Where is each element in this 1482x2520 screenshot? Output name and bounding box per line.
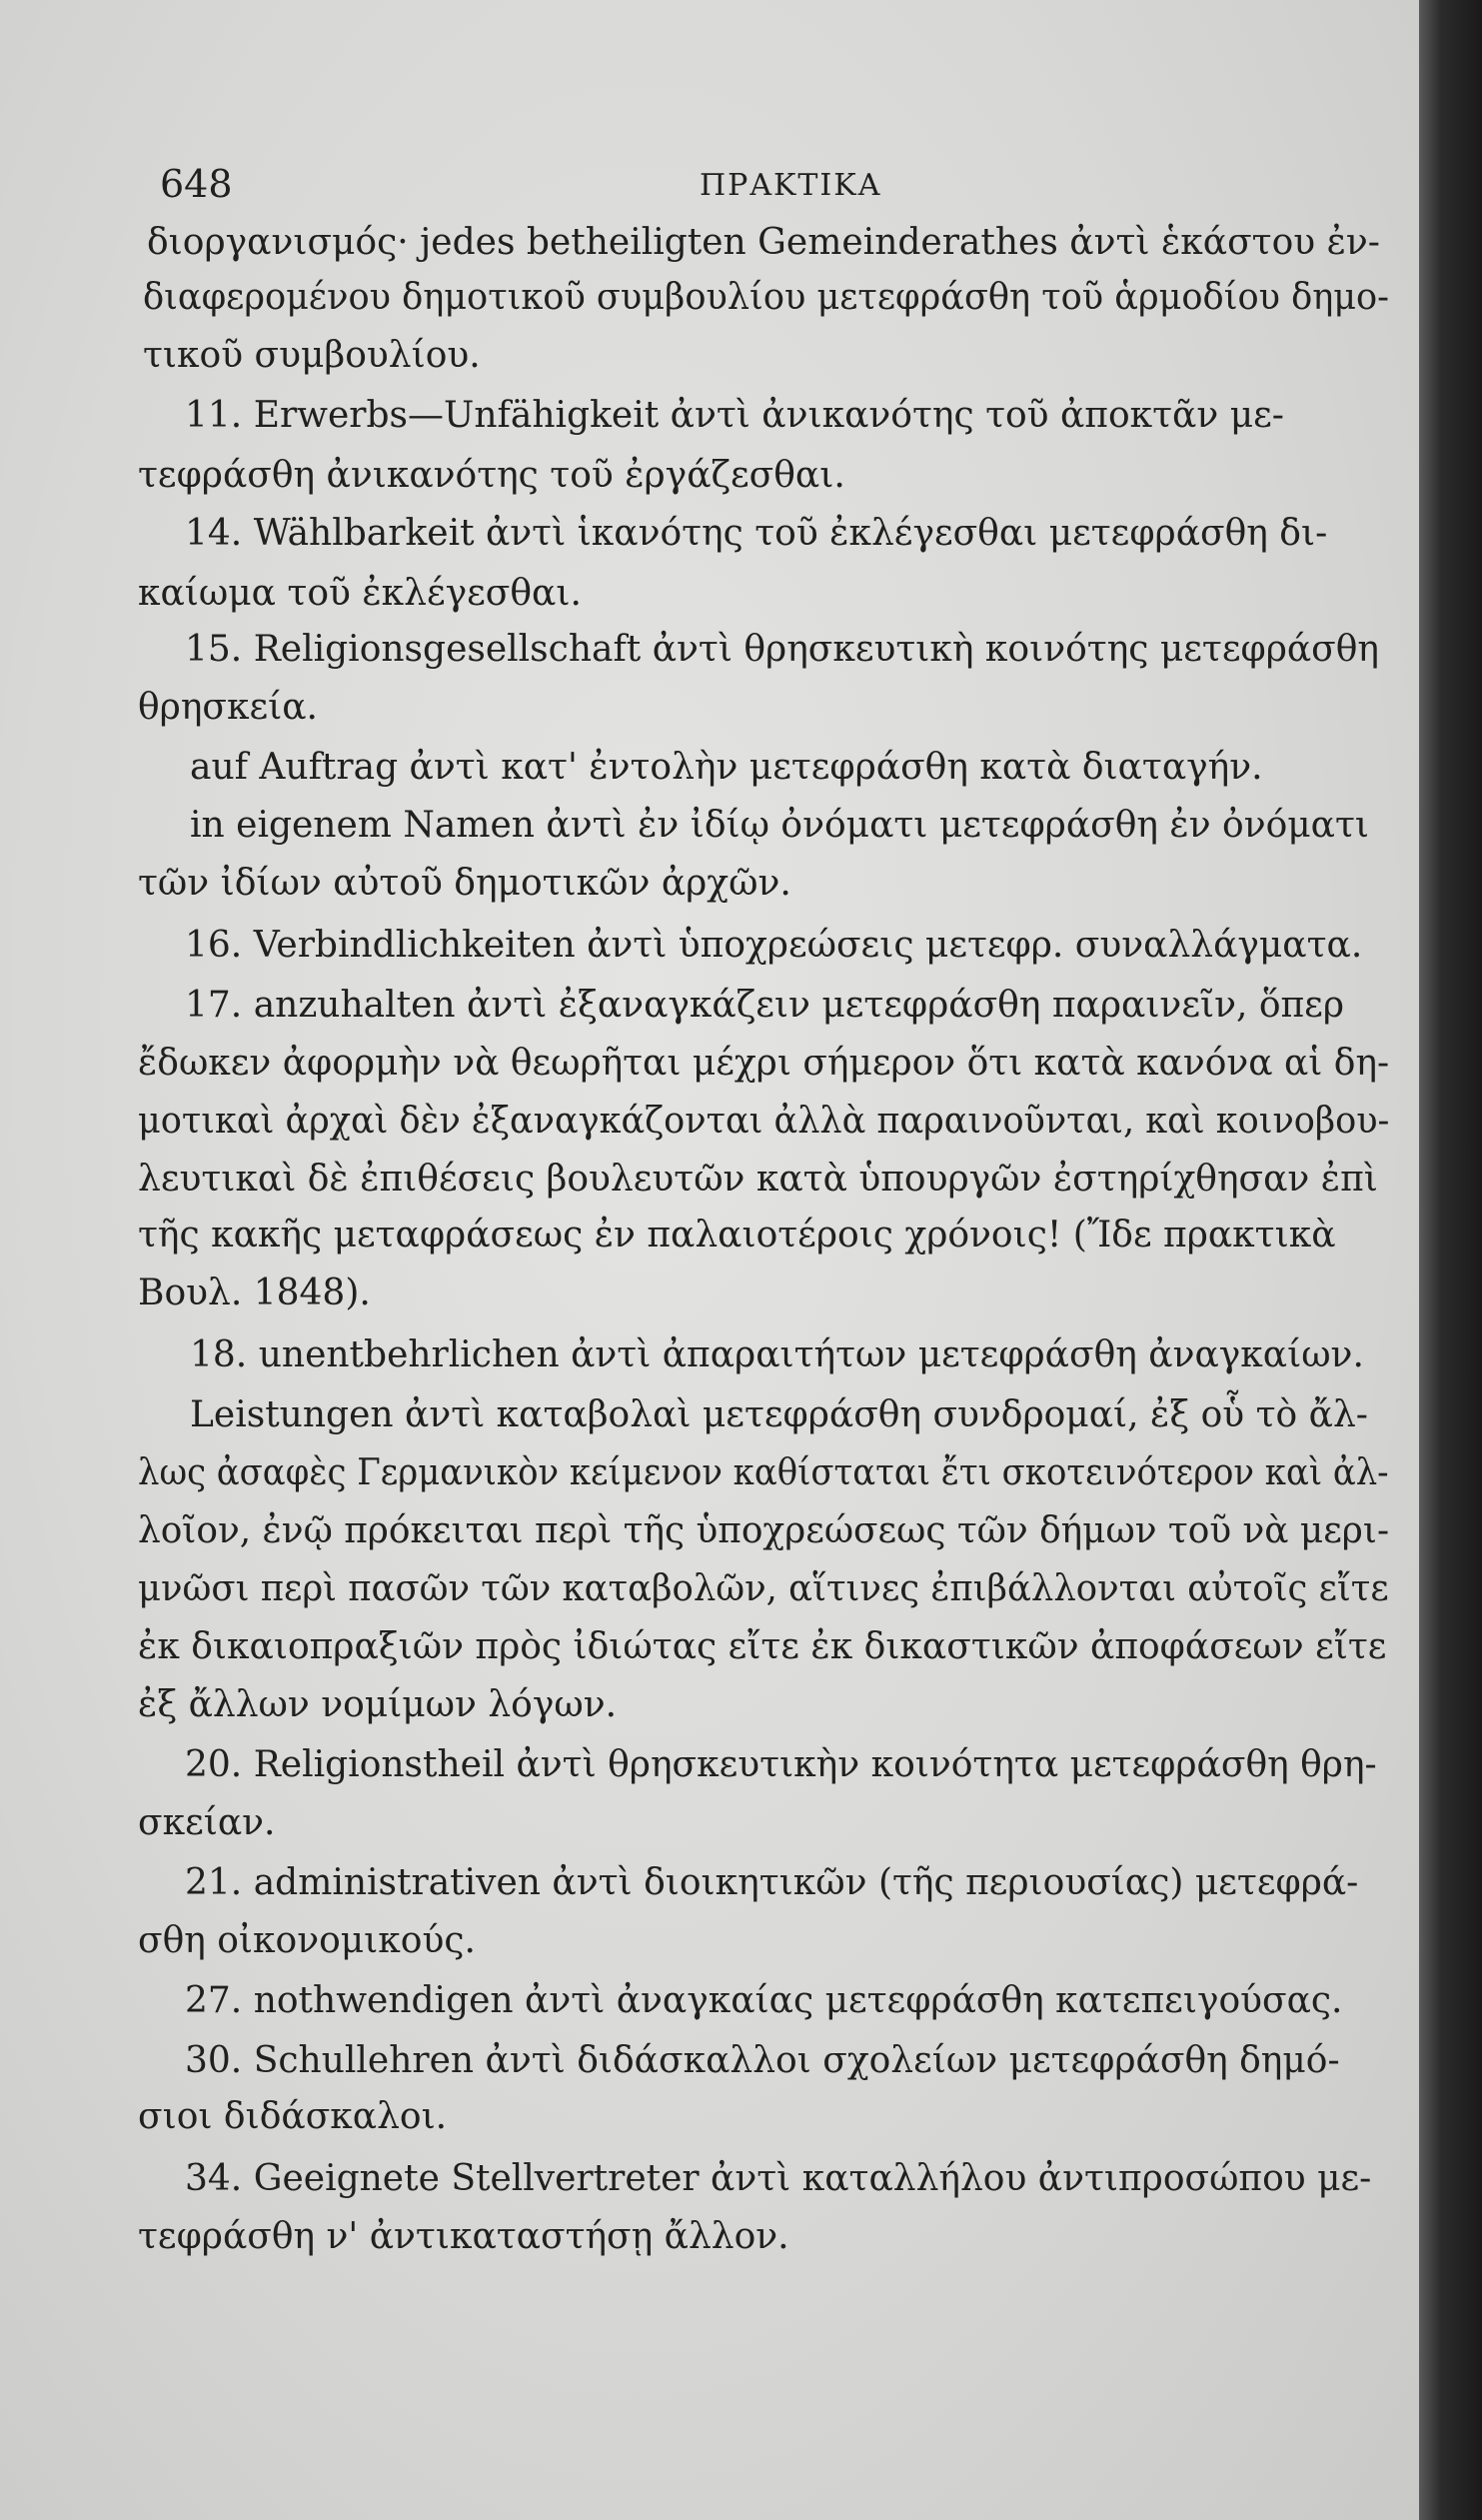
text-line: λως ἀσαφὲς Γερμανικὸν κείμενον καθίσταται ἔτι σκοτεινότερον καὶ ἀλ- [138, 1452, 1389, 1493]
text-line: 16. Verbindlichkeiten ἀντὶ ὑποχρεώσεις μετεφρ. συναλλάγματα. [185, 925, 1363, 966]
text-line: τῆς κακῆς μεταφράσεως ἐν παλαιοτέροις χρόνοις! (Ἴδε πρακτικὰ [138, 1215, 1336, 1256]
text-line: Βουλ. 1848). [138, 1272, 371, 1313]
text-line: σιοι διδάσκαλοι. [138, 2096, 448, 2137]
text-line: λοῖον, ἐνῷ πρόκειται περὶ τῆς ὑποχρεώσεως τῶν δήμων τοῦ νὰ μερι- [138, 1510, 1390, 1551]
text-line: auf Auftrag ἀντὶ κατ' ἐντολὴν μετεφράσθη κατὰ διαταγήν. [190, 747, 1263, 788]
text-line: 15. Religionsgesellschaft ἀντὶ θρησκευτικὴ κοινότης μετεφράσθη [185, 629, 1379, 670]
page-edge-shadow [1419, 0, 1482, 2520]
text-line: καίωμα τοῦ ἐκλέγεσθαι. [138, 573, 582, 614]
text-line: Leistungen ἀντὶ καταβολαὶ μετεφράσθη συνδρομαί, ἐξ οὗ τὸ ἄλ- [190, 1394, 1368, 1435]
text-line: μοτικαὶ ἀρχαὶ δὲν ἐξαναγκάζονται ἀλλὰ παραινοῦνται, καὶ κοινοβου- [138, 1101, 1390, 1142]
text-line: θρησκεία. [138, 687, 318, 728]
text-line: 21. administrativen ἀντὶ διοικητικῶν (τῆς περιουσίας) μετεφρά- [185, 1862, 1359, 1903]
text-line: 20. Religionstheil ἀντὶ θρησκευτικὴν κοινότητα μετεφράσθη θρη- [185, 1744, 1377, 1785]
text-line: διοργανισμός· jedes betheiligten Gemeinderathes ἀντὶ ἑκάστου ἐν- [147, 222, 1380, 263]
text-line: 34. Geeignete Stellvertreter ἀντὶ καταλλήλου ἀντιπροσώπου με- [185, 2158, 1372, 2199]
text-line: σθη οἰκονομικούς. [138, 1920, 476, 1961]
text-line: τεφράσθη ν' ἀντικαταστήσῃ ἄλλον. [138, 2216, 789, 2257]
page-number: 648 [160, 162, 233, 206]
text-line: λευτικαὶ δὲ ἐπιθέσεις βουλευτῶν κατὰ ὑπουργῶν ἐστηρίχθησαν ἐπὶ [138, 1159, 1378, 1200]
text-line: τεφράσθη ἀνικανότης τοῦ ἐργάζεσθαι. [138, 455, 845, 496]
text-line: ἔδωκεν ἀφορμὴν νὰ θεωρῆται μέχρι σήμερον ὅτι κατὰ κανόνα αἱ δη- [138, 1043, 1390, 1084]
text-line: ἐκ δικαιοπραξιῶν πρὸς ἰδιώτας εἴτε ἐκ δικαστικῶν ἀποφάσεων εἴτε [138, 1626, 1387, 1667]
text-line: τῶν ἰδίων αὐτοῦ δημοτικῶν ἀρχῶν. [138, 863, 791, 904]
text-line: 27. nothwendigen ἀντὶ ἀναγκαίας μετεφράσθη κατεπειγούσας. [185, 1980, 1343, 2021]
running-title: ΠΡΑΚΤΙΚΑ [700, 168, 882, 203]
text-line: σκείαν. [138, 1802, 276, 1843]
text-line: 18. unentbehrlichen ἀντὶ ἀπαραιτήτων μετεφράσθη ἀναγκαίων. [190, 1334, 1364, 1375]
text-line: in eigenem Namen ἀντὶ ἐν ἰδίῳ ὀνόματι μετεφράσθη ἐν ὀνόματι [190, 805, 1370, 846]
text-line: 11. Erwerbs—Unfähigkeit ἀντὶ ἀνικανότης τοῦ ἀποκτᾶν με- [185, 395, 1284, 436]
text-line: 17. anzuhalten ἀντὶ ἐξαναγκάζειν μετεφράσθη παραινεῖν, ὅπερ [185, 985, 1344, 1026]
text-line: τικοῦ συμβουλίου. [143, 335, 481, 376]
text-line: μνῶσι περὶ πασῶν τῶν καταβολῶν, αἵτινες ἐπιβάλλονται αὐτοῖς εἴτε [138, 1568, 1389, 1609]
text-line: 30. Schullehren ἀντὶ διδάσκαλλοι σχολείων μετεφράσθη δημό- [185, 2040, 1340, 2081]
text-line: ἐξ ἄλλων νομίμων λόγων. [138, 1684, 618, 1725]
text-line: διαφερομένου δημοτικοῦ συμβουλίου μετεφράσθη τοῦ ἁρμοδίου δημο- [143, 277, 1390, 318]
text-line: 14. Wählbarkeit ἀντὶ ἱκανότης τοῦ ἐκλέγεσθαι μετεφράσθη δι- [185, 513, 1328, 554]
